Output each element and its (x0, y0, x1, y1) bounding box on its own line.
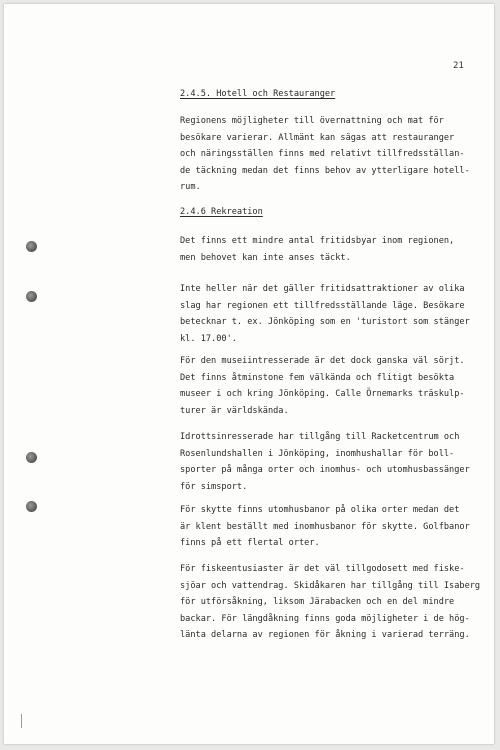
section-heading-rekreation: 2.4.6 Rekreation (180, 207, 263, 217)
text-line: backar. För längdåkning finns goda möjligheter i de hög- (180, 613, 470, 624)
text-line: Regionens möjligheter till övernattning och mat för (180, 116, 444, 126)
text-line: finns på ett flertal orter. (180, 538, 320, 548)
text-line: men behovet kan inte anses täckt. (180, 252, 351, 263)
paragraph-fritidsbyar (180, 233, 480, 266)
section-heading-hotell: 2.4.5. Hotell och Restauranger (180, 89, 336, 99)
text-line: Det finns ett mindre antal fritidsbyar inom regionen, (180, 236, 455, 246)
text-line: Inte heller när det gäller fritidsattraktioner av olika (180, 284, 465, 294)
binder-hole (26, 452, 37, 463)
text-line: sporter på många orter och inomhus- och utomhusbassänger (180, 465, 470, 475)
text-line: och näringsställen finns med relativt tillfredsställan- (180, 149, 465, 159)
text-line: slag har regionen ett tillfredsställande läge. Besökare (180, 300, 465, 311)
text-line: Idrottsinresserade har tillgång till Racketcentrum och (180, 432, 460, 442)
text-line: Det finns åtminstone fem välkända och flitigt besökta (180, 372, 455, 383)
text-line: För skytte finns utomhusbanor på olika orter medan det (180, 505, 460, 515)
text-line: kl. 17.00'. (180, 333, 237, 344)
text-line: rum. (180, 182, 201, 192)
paragraph-fiske-skidor (180, 561, 480, 644)
text-line: är klent beställt med inomhusbanor för skytte. Golfbanor (180, 521, 470, 532)
text-line: för utförsåkning, liksom Järabacken och en del mindre (180, 597, 455, 607)
paragraph-idrott (180, 429, 480, 495)
text-line: museer i och kring Jönköping. Calle Örnemarks träskulp- (180, 389, 465, 399)
text-line: För fiskeentusiaster är det väl tillgodosett med fiske- (180, 564, 465, 574)
scan-mark (21, 714, 22, 728)
text-line: för simsport. (180, 481, 248, 492)
paragraph-skytte (180, 502, 480, 552)
text-line: turer är världskända. (180, 405, 289, 416)
text-line: sjöar och vattendrag. Skidåkaren har tillgång till Isaberg (180, 580, 481, 591)
paragraph-museer (180, 353, 480, 419)
text-line: de täckning medan det finns behov av ytterligare hotell- (180, 165, 470, 176)
paragraph-hotell (180, 113, 480, 196)
binder-hole (26, 501, 37, 512)
binder-hole (26, 291, 37, 302)
binder-hole (26, 241, 37, 252)
text-line: Rosenlundshallen i Jönköping, inomhushallar för boll- (180, 448, 455, 459)
paragraph-fritidsattraktioner (180, 281, 480, 347)
document-page (4, 4, 494, 744)
text-line: länta delarna av regionen för åkning i varierad terräng. (180, 630, 470, 640)
text-line: besökare varierar. Allmänt kan sägas att restauranger (180, 132, 455, 143)
page-number: 21 (453, 61, 464, 71)
text-line: För den museiintresserade är det dock ganska väl sörjt. (180, 356, 465, 366)
text-line: betecknar t. ex. Jönköping som en 'turistort som stänger (180, 317, 470, 327)
